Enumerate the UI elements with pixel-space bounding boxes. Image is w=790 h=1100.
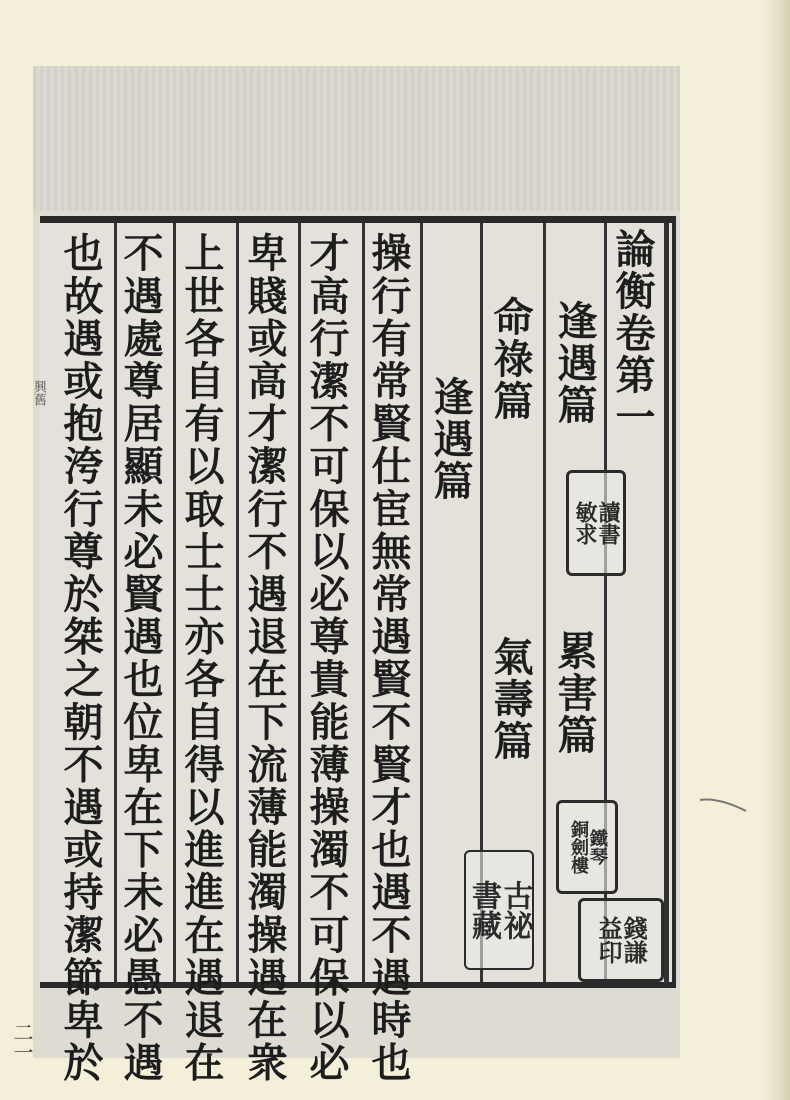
text-column: 卑賤或高才潔行不遇退在下流薄能濁操遇在衆	[241, 232, 288, 1084]
seal-text: 錢謙 益印	[594, 916, 649, 964]
seal-text: 鐵琴 銅劍樓	[568, 820, 608, 874]
contents-item: 累害篇	[551, 630, 598, 756]
collector-seal	[464, 850, 534, 970]
collector-seal	[566, 470, 626, 576]
chapter-heading: 逢遇篇	[427, 376, 474, 502]
text-column: 操行有常賢仕宦無常遇賢不賢才也遇不遇時也	[365, 232, 412, 1084]
collector-seal	[578, 898, 664, 982]
stray-mark	[698, 796, 750, 814]
seal-text: 讀書 敏求	[572, 501, 622, 545]
text-column: 不遇處尊居顯未必賢遇也位卑在下未必愚不遇	[117, 232, 164, 1084]
column-rule	[173, 223, 176, 983]
seal-text: 古祕 書藏	[466, 880, 533, 940]
column-rule	[420, 223, 423, 983]
text-column: 也故遇或抱洿行尊於桀之朝不遇或持潔節卑於	[57, 232, 104, 1084]
edge-text: 興舊	[31, 380, 46, 406]
column-rule	[543, 223, 546, 983]
contents-item: 氣壽篇	[487, 636, 534, 762]
text-column: 才高行潔不可保以必尊貴能薄操濁不可保以必	[303, 232, 350, 1084]
volume-title: 論衡卷第一	[609, 228, 656, 438]
contents-item: 逢遇篇	[551, 300, 598, 426]
column-rule	[236, 223, 239, 983]
contents-item: 命祿篇	[487, 296, 534, 422]
column-rule	[298, 223, 301, 983]
collector-seal	[556, 800, 618, 894]
column-rule	[664, 223, 669, 983]
book-gutter	[764, 0, 790, 1100]
text-column: 上世各自有以取士士亦各自得以進進在遇退在	[178, 232, 225, 1084]
page-number: 二一	[10, 1022, 34, 1062]
